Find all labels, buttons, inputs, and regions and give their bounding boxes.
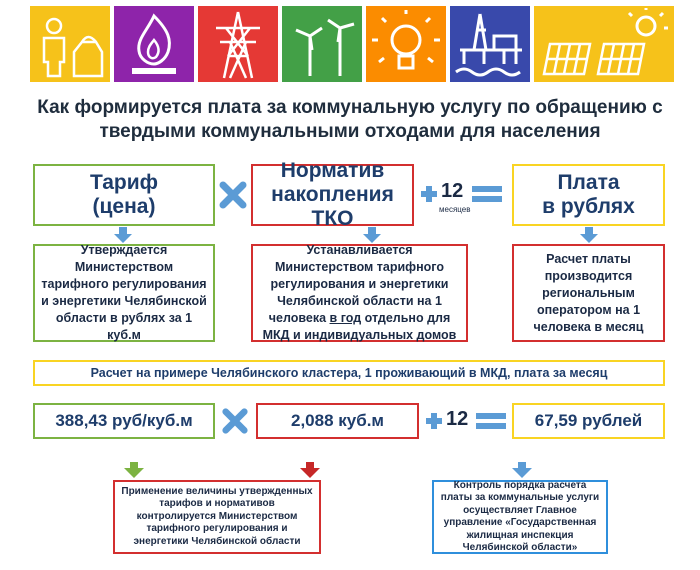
control-note-right-text: Контроль порядка расчета платы за коммунальные услуги осуществляет Главное управление «Государственная жилищная инспекция Челябинской области» [440, 479, 600, 553]
norm-value-box [256, 403, 419, 439]
control-note-right [432, 480, 608, 554]
blue-arrow-down-icon [512, 462, 532, 478]
arrow-down-icon [363, 227, 381, 243]
norm-description-part1: Устанавливается Министерством тарифного регулирования и энергетики Челябинской области на 1 человека [268, 243, 449, 325]
control-note-left-text: Применение величины утвержденных тарифов и нормативов контролируется Министерством тарифного регулирования и энергетики Челябинской области [121, 485, 313, 547]
control-note-left [113, 480, 321, 554]
tariff-label: Тариф [89, 171, 159, 194]
norm-label: Норматив [280, 159, 385, 182]
red-arrow-down-icon [300, 462, 320, 478]
worker-icon [30, 6, 110, 82]
lightbulb-icon [366, 6, 446, 82]
tariff-box [33, 164, 215, 226]
title-line-1: Как формируется плата за коммунальную услугу по обращению с [37, 97, 663, 118]
norm-box [251, 159, 414, 230]
payment-description [512, 244, 665, 342]
payment-box [512, 164, 665, 226]
tariff-description [33, 244, 215, 342]
result-value: 67,59 рублей [534, 411, 643, 430]
example-caption [33, 360, 665, 386]
oil-platform-icon [450, 6, 530, 82]
norm-description-text [259, 242, 460, 344]
example-caption-text: Расчет на примере Челябинского кластера, 1 проживающий в МКД, плата за месяц [90, 366, 608, 380]
payment-label: Плата [557, 171, 620, 194]
wind-turbines-icon [282, 6, 362, 82]
title-line-2: твердыми коммунальными отходами для населения [99, 121, 601, 142]
green-arrow-down-icon [124, 462, 144, 478]
icon-banner [0, 0, 700, 90]
multiply-icon [218, 180, 248, 210]
example-months: 12 [446, 408, 469, 430]
norm-sublabel: накопления ТКО [271, 183, 394, 230]
norm-value: 2,088 куб.м [290, 411, 385, 430]
plus-icon [424, 411, 444, 431]
months-number: 12 [441, 180, 464, 202]
tariff-value-box [33, 403, 215, 439]
gas-flame-icon [114, 6, 194, 82]
tariff-sublabel: (цена) [92, 195, 156, 218]
tariff-description-text: Утверждается Министерством тарифного регулирования и энергетики Челябинской области в рублях за 1 куб.м [41, 243, 207, 342]
tariff-value: 388,43 руб/куб.м [55, 411, 193, 430]
equals-icon [472, 184, 502, 204]
norm-description [251, 244, 468, 342]
payment-sublabel: в рублях [542, 195, 635, 218]
arrow-down-icon [580, 227, 598, 243]
equals-icon [476, 411, 506, 431]
power-tower-icon [198, 6, 278, 82]
plus-icon [419, 184, 439, 204]
result-box [512, 403, 665, 439]
norm-description-part2: отдельно для МКД и индивидуальных домов [262, 311, 457, 342]
norm-description-underline: в год [329, 311, 362, 325]
solar-panels-icon [534, 6, 674, 82]
months-label: месяцев [439, 205, 471, 214]
arrow-down-icon [114, 227, 132, 243]
multiply-icon [221, 407, 249, 435]
page-title [30, 96, 670, 144]
payment-description-text: Расчет платы производится региональным оператором на 1 человека в месяц [533, 251, 644, 334]
